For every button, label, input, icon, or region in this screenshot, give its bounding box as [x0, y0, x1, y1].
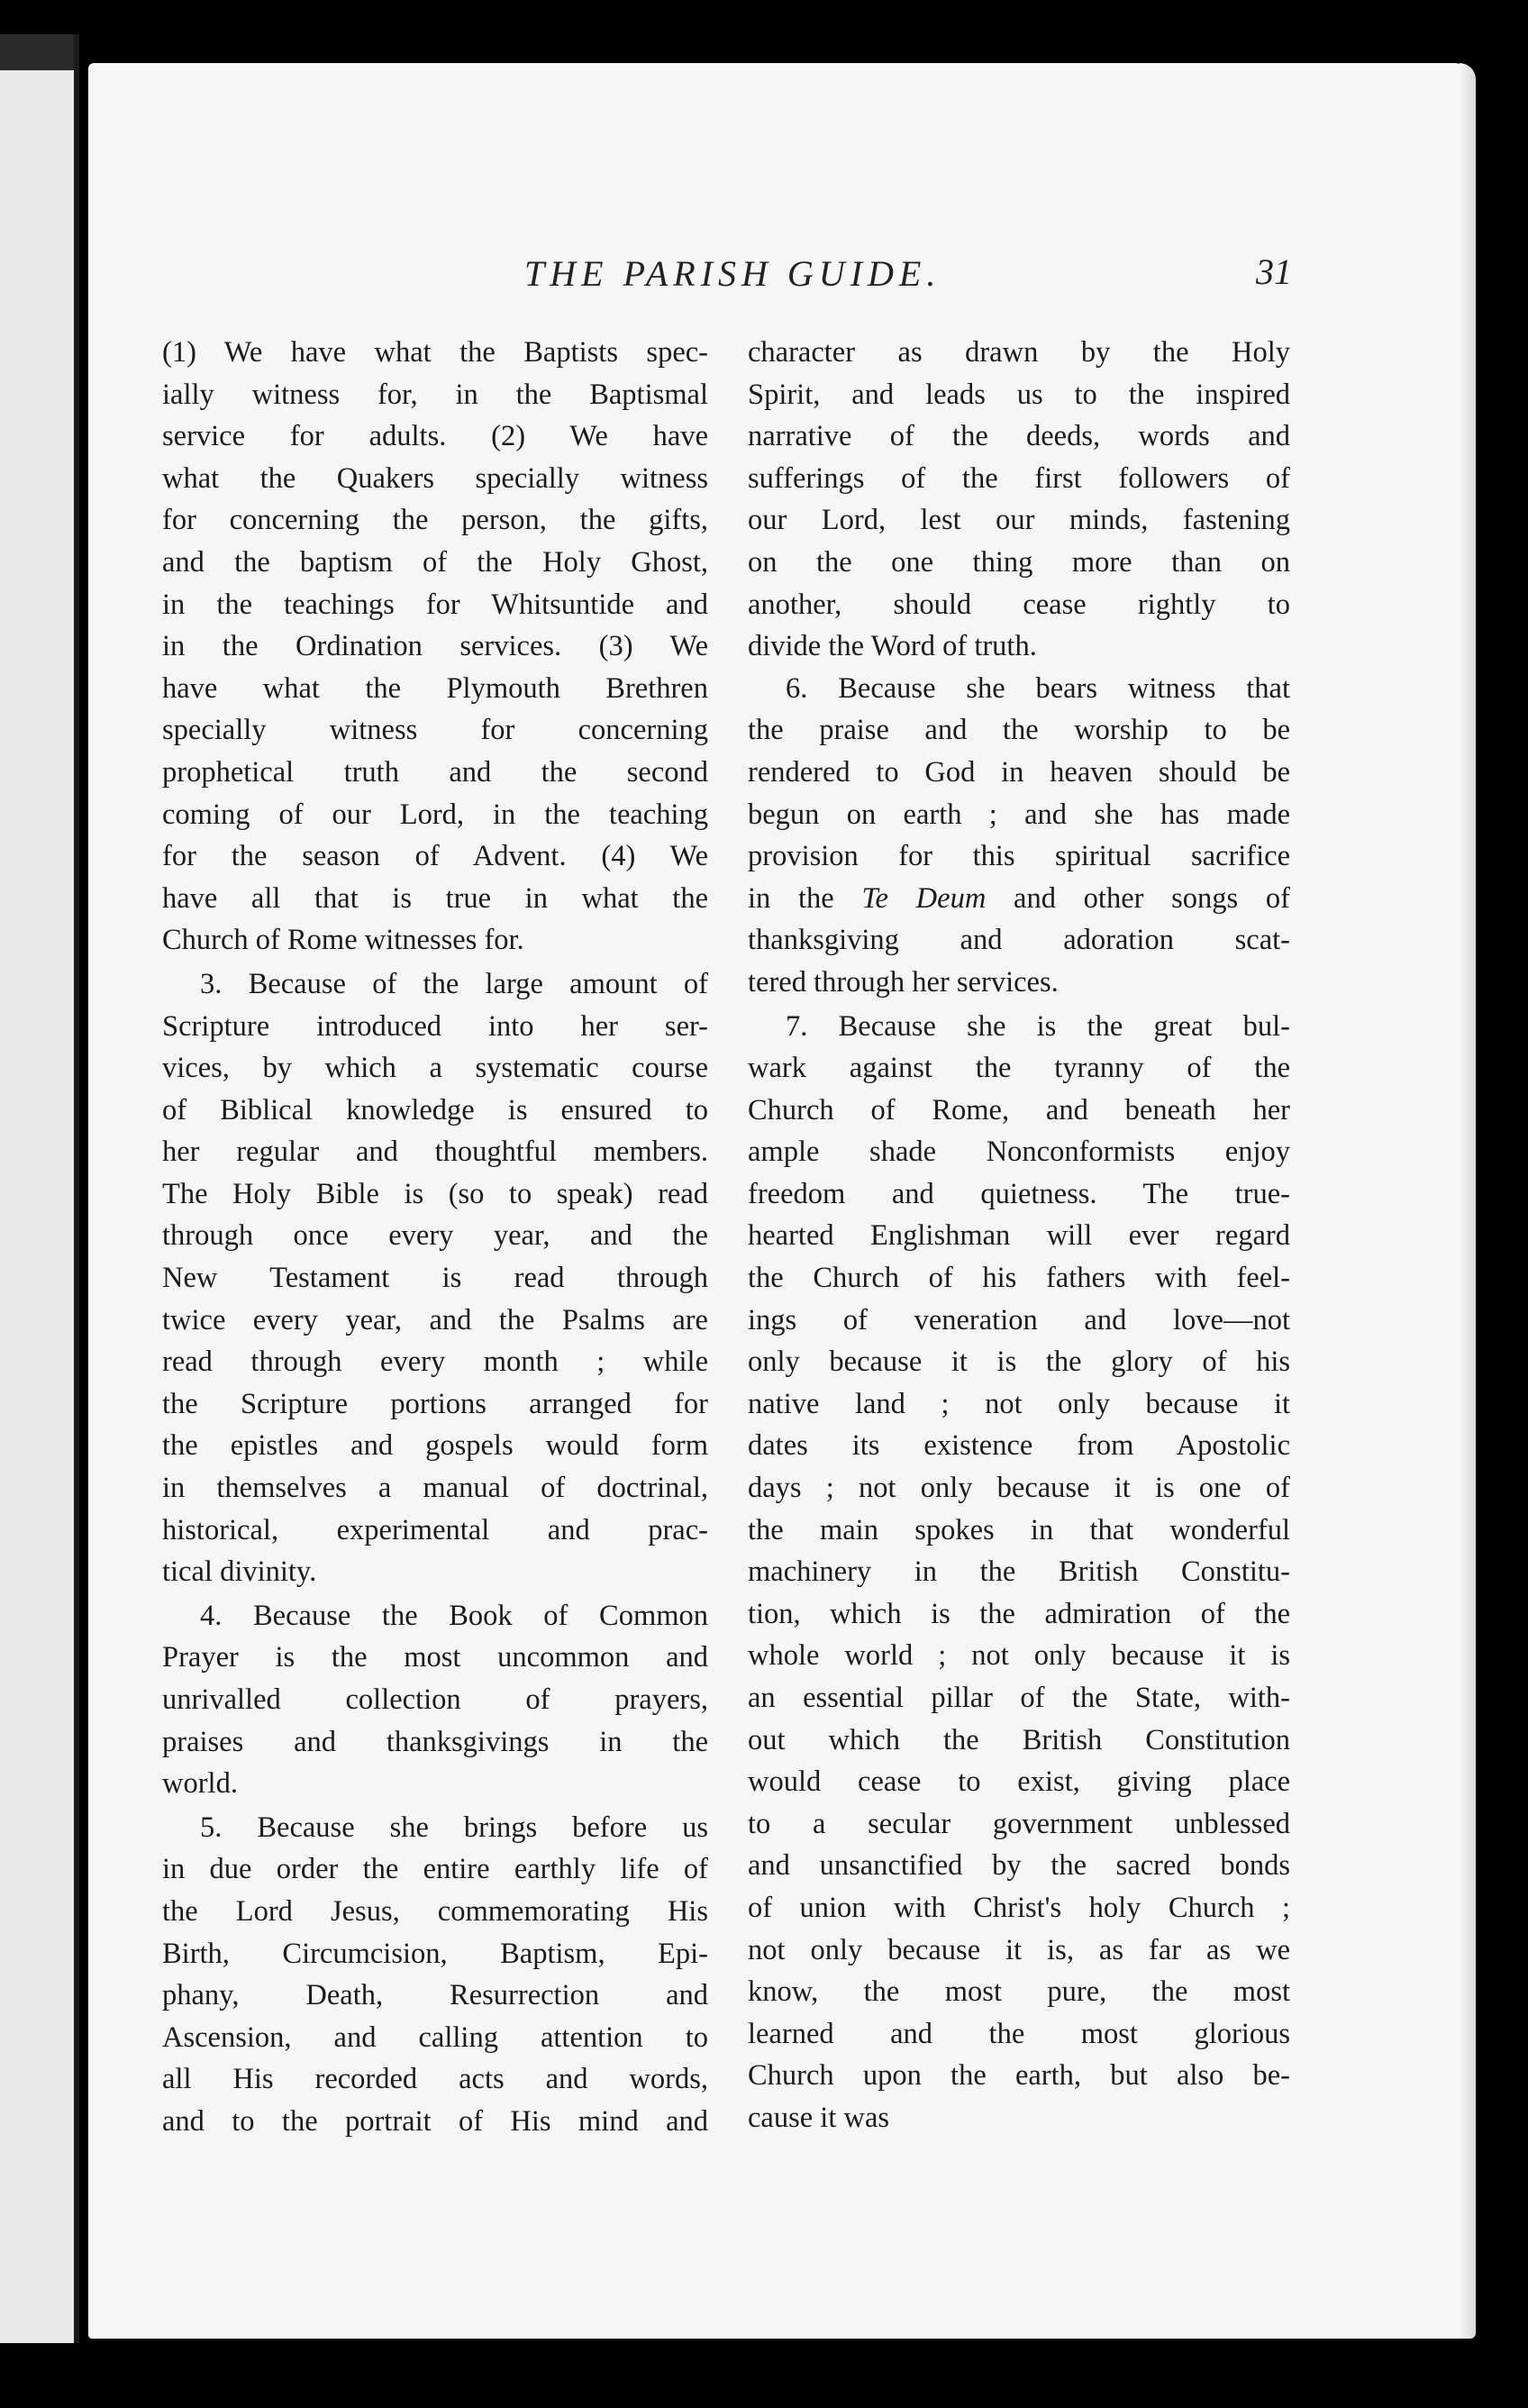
- previous-page-edge: [0, 34, 79, 2343]
- text-line: cause it was: [748, 2101, 890, 2134]
- text-line: Church of Rome, and beneath her: [748, 1093, 1290, 1126]
- text-line: rendered to God in heaven should be: [748, 755, 1290, 789]
- text-line: sufferings of the first followers of: [748, 461, 1290, 495]
- text-line: wark against the tyranny of the: [748, 1052, 1290, 1085]
- text-line: and unsanctified by the sacred bonds: [748, 1849, 1290, 1883]
- text-line: Ascension, and calling attention to: [162, 2020, 708, 2054]
- text-line: specially witness for concerning: [162, 714, 708, 747]
- text-line: praises and thanksgivings in the: [162, 1725, 708, 1758]
- text-line: all His recorded acts and words,: [162, 2063, 708, 2096]
- left-text-column: [162, 332, 708, 2143]
- text-line: days ; not only because it is one of: [748, 1472, 1290, 1505]
- text-line: on the one thing more than on: [748, 545, 1290, 579]
- text-line: in themselves a manual of doctrinal,: [162, 1472, 708, 1505]
- page-edge-shadow: [1460, 63, 1476, 2339]
- text-line: prophetical truth and the second: [162, 755, 708, 789]
- text-line: whole world ; not only because it is: [748, 1639, 1290, 1673]
- text-line: the Church of his fathers with feel-: [748, 1262, 1290, 1295]
- text-line: world.: [162, 1767, 238, 1801]
- text-line: for the season of Advent. (4) We: [162, 840, 708, 873]
- text-line: and the baptism of the Holy Ghost,: [162, 545, 708, 579]
- italic-phrase: Te Deum: [861, 881, 987, 915]
- text-line: Church upon the earth, but also be-: [748, 2059, 1290, 2093]
- previous-page-shadow: [0, 34, 74, 70]
- text-line: machinery in the British Constitu-: [748, 1555, 1290, 1589]
- text-line: through once every year, and the: [162, 1219, 708, 1253]
- text-line: character as drawn by the Holy: [748, 336, 1290, 369]
- text-line: in the Te Deum and other songs of: [748, 881, 1291, 915]
- text-line: the Lord Jesus, commemorating His: [162, 1894, 708, 1928]
- text-line: tered through her services.: [748, 965, 1059, 999]
- text-line: know, the most pure, the most: [748, 1975, 1290, 2009]
- text-line: for concerning the person, the gifts,: [162, 504, 708, 537]
- text-line: have all that is true in what the: [162, 881, 708, 915]
- text-line: phany, Death, Resurrection and: [162, 1979, 708, 2012]
- text-line: twice every year, and the Psalms are: [162, 1303, 708, 1336]
- text-line: 6. Because she bears witness that: [786, 671, 1290, 705]
- right-text-column: [748, 332, 1290, 2139]
- text-line: Church of Rome witnesses for.: [162, 924, 524, 957]
- text-line: learned and the most glorious: [748, 2017, 1290, 2050]
- text-line: to a secular government unblessed: [748, 1807, 1290, 1840]
- text-line: 5. Because she brings before us: [200, 1811, 708, 1844]
- text-line: Spirit, and leads us to the inspired: [748, 378, 1290, 411]
- text-line: provision for this spiritual sacrifice: [748, 840, 1290, 873]
- page-number: 31: [1256, 251, 1292, 292]
- text-line: not only because it is, as far as we: [748, 1933, 1290, 1966]
- text-line: tical divinity.: [162, 1555, 317, 1589]
- text-line: Birth, Circumcision, Baptism, Epi-: [162, 1937, 708, 1970]
- text-line: New Testament is read through: [162, 1262, 708, 1295]
- text-line: (1) We have what the Baptists spec-: [162, 336, 708, 369]
- text-line: in the Ordination services. (3) We: [162, 630, 708, 663]
- text-line: would cease to exist, giving place: [748, 1765, 1290, 1799]
- text-line: Prayer is the most uncommon and: [162, 1641, 708, 1674]
- text-line: divide the Word of truth.: [748, 630, 1037, 663]
- text-line: read through every month ; while: [162, 1345, 708, 1379]
- text-line: another, should cease rightly to: [748, 588, 1290, 621]
- text-line: in due order the entire earthly life of: [162, 1853, 708, 1886]
- text-line: hearted Englishman will ever regard: [748, 1219, 1290, 1253]
- text-line: only because it is the glory of his: [748, 1345, 1290, 1379]
- text-line: and to the portrait of His mind and: [162, 2104, 708, 2138]
- text-line: an essential pillar of the State, with-: [748, 1682, 1290, 1714]
- text-line: tion, which is the admiration of the: [748, 1597, 1290, 1630]
- text-line: service for adults. (2) We have: [162, 420, 708, 453]
- text-line: of union with Christ's holy Church ;: [748, 1891, 1290, 1924]
- text-line: vices, by which a systematic course: [162, 1052, 708, 1085]
- text-line: her regular and thoughtful members.: [162, 1136, 708, 1169]
- text-line: narrative of the deeds, words and: [748, 420, 1290, 453]
- text-line: begun on earth ; and she has made: [748, 798, 1290, 831]
- text-line: 4. Because the Book of Common: [200, 1599, 708, 1632]
- text-line: ample shade Nonconformists enjoy: [748, 1136, 1290, 1169]
- text-line: have what the Plymouth Brethren: [162, 671, 708, 705]
- text-line: the main spokes in that wonderful: [748, 1513, 1290, 1546]
- text-line: what the Quakers specially witness: [162, 461, 708, 495]
- text-line: the epistles and gospels would form: [162, 1429, 708, 1463]
- text-line: freedom and quietness. The true-: [748, 1177, 1290, 1210]
- text-line: in the teachings for Whitsuntide and: [162, 588, 708, 621]
- text-line: historical, experimental and prac-: [162, 1513, 708, 1546]
- text-line: out which the British Constitution: [748, 1723, 1290, 1756]
- text-line: 7. Because she is the great bul-: [786, 1009, 1290, 1043]
- text-line: The Holy Bible is (so to speak) read: [162, 1177, 708, 1210]
- text-line: 3. Because of the large amount of: [200, 967, 708, 1000]
- text-line: dates its existence from Apostolic: [748, 1429, 1290, 1463]
- text-line: the praise and the worship to be: [748, 714, 1290, 747]
- text-line: our Lord, lest our minds, fastening: [748, 504, 1290, 537]
- text-line: ings of veneration and love—not: [748, 1303, 1290, 1336]
- text-line: thanksgiving and adoration scat-: [748, 924, 1290, 957]
- text-line: Scripture introduced into her ser-: [162, 1009, 708, 1043]
- text-line: unrivalled collection of prayers,: [162, 1683, 708, 1716]
- text-line: of Biblical knowledge is ensured to: [162, 1093, 708, 1126]
- text-line: coming of our Lord, in the teaching: [162, 798, 708, 831]
- text-line: native land ; not only because it: [748, 1387, 1290, 1420]
- text-line: ially witness for, in the Baptismal: [162, 378, 708, 411]
- running-title: THE PARISH GUIDE.: [524, 253, 941, 294]
- text-line: the Scripture portions arranged for: [162, 1387, 708, 1420]
